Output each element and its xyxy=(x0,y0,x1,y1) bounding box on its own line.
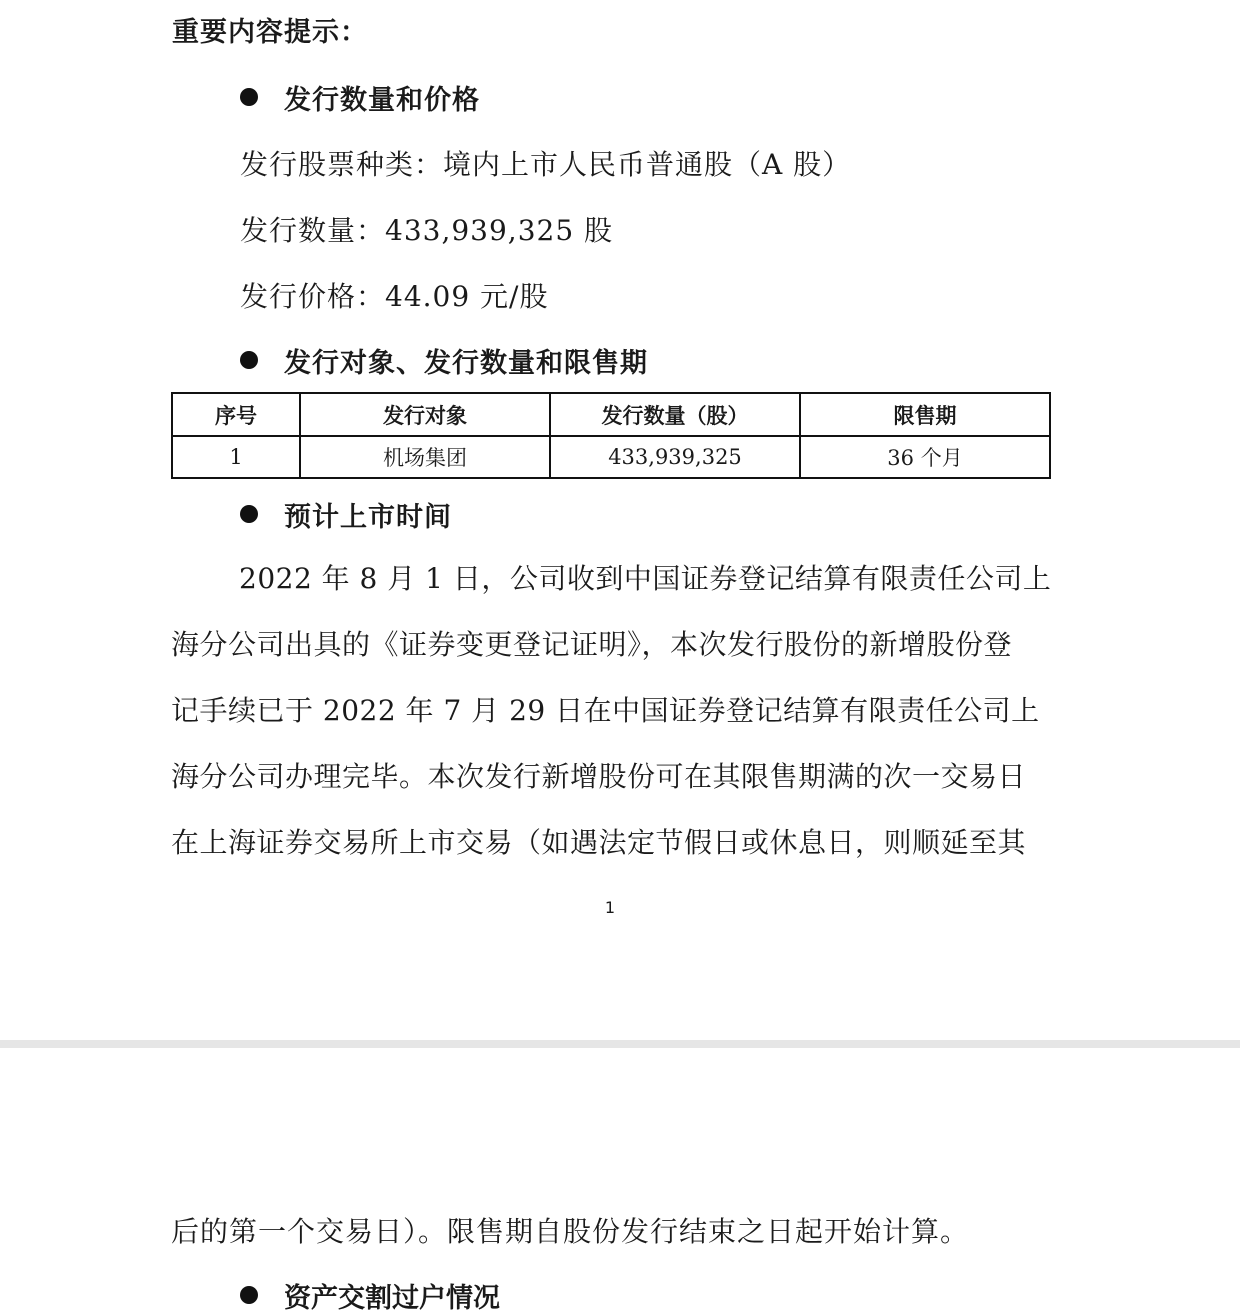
paragraph-line: 在上海证券交易所上市交易（如遇法定节假日或休息日，则顺延至其 xyxy=(171,826,1027,859)
cell-quantity: 433,939,325 xyxy=(550,436,800,478)
cell-target: 机场集团 xyxy=(300,436,550,478)
next-section-heading-partial xyxy=(240,1276,500,1315)
issue-quantity-line: 发行数量：433,939,325 股 xyxy=(240,214,614,247)
bullet-icon xyxy=(240,505,258,523)
bullet-icon xyxy=(240,1286,258,1304)
cell-seq: 1 xyxy=(172,436,300,478)
table-row xyxy=(172,436,1050,478)
stock-type-line: 发行股票种类：境内上市人民币普通股（A 股） xyxy=(240,148,852,181)
important-notice-heading: 重要内容提示： xyxy=(172,17,368,48)
paragraph-line: 记手续已于 2022 年 7 月 29 日在中国证券登记结算有限责任公司上 xyxy=(171,694,1040,727)
section-issue-targets xyxy=(240,341,648,380)
issue-price-line: 发行价格：44.09 元/股 xyxy=(240,280,549,313)
bullet-icon xyxy=(240,88,258,106)
header-quantity: 发行数量（股） xyxy=(550,393,800,436)
section-title: 预计上市时间 xyxy=(284,502,452,533)
paragraph-line: 海分公司办理完毕。本次发行新增股份可在其限售期满的次一交易日 xyxy=(171,760,1027,793)
section-listing-time xyxy=(240,495,452,534)
cell-lockup: 36 个月 xyxy=(800,436,1050,478)
section-title: 发行对象、发行数量和限售期 xyxy=(284,348,648,379)
paragraph-line: 2022 年 8 月 1 日，公司收到中国证券登记结算有限责任公司上 xyxy=(239,562,1052,595)
paragraph-line: 海分公司出具的《证券变更登记证明》，本次发行股份的新增股份登 xyxy=(171,628,1013,661)
section-title: 资产交割过户情况 xyxy=(284,1283,500,1314)
section-title: 发行数量和价格 xyxy=(284,85,480,116)
bullet-icon xyxy=(240,351,258,369)
header-seq: 序号 xyxy=(172,393,300,436)
section-issue-quantity-price xyxy=(240,78,480,117)
header-lockup: 限售期 xyxy=(800,393,1050,436)
document-page-2 xyxy=(0,1048,1240,1314)
issue-targets-table xyxy=(171,392,1051,479)
listing-time-paragraph xyxy=(171,546,1051,876)
page-number: 1 xyxy=(604,898,616,917)
table-header-row xyxy=(172,393,1050,436)
continued-paragraph-line: 后的第一个交易日）。限售期自股份发行结束之日起开始计算。 xyxy=(171,1215,970,1248)
page-separator xyxy=(0,1040,1240,1048)
header-target: 发行对象 xyxy=(300,393,550,436)
